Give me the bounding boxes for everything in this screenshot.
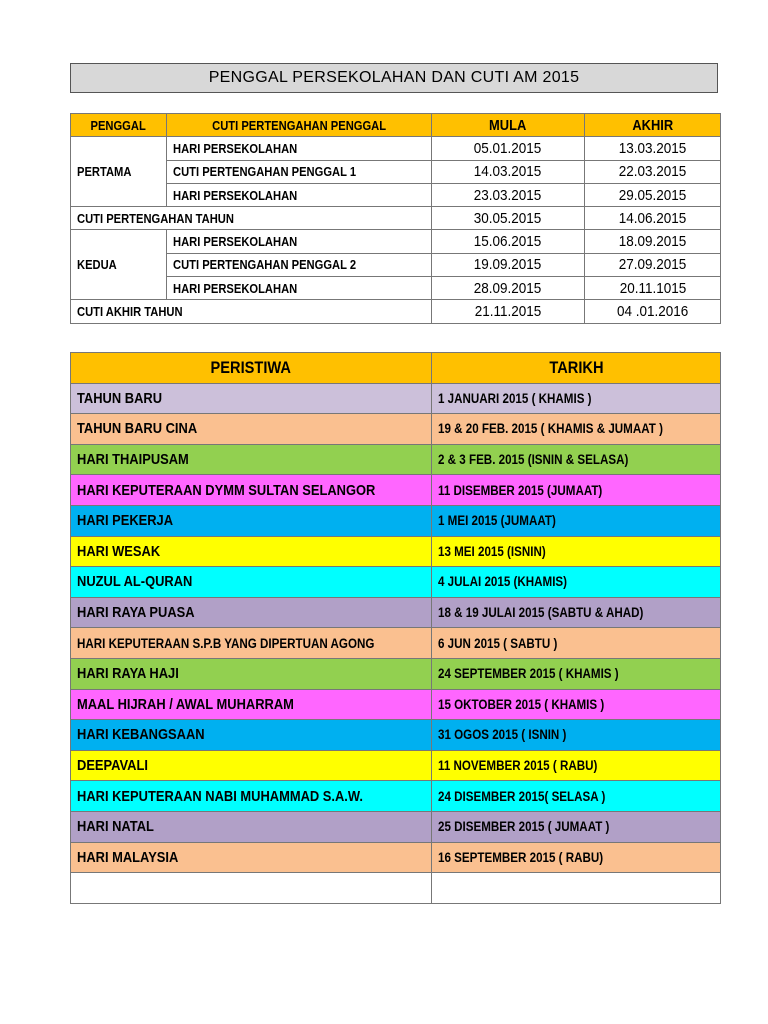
holiday-name-text: HARI RAYA PUASA (77, 604, 195, 622)
term-start-date-text: 30.05.2015 (474, 209, 542, 227)
holiday-row (71, 414, 721, 445)
term-row (71, 300, 721, 323)
holiday-name (71, 475, 432, 506)
holiday-date (432, 720, 721, 751)
holiday-name-text: HARI KEBANGSAAN (77, 726, 205, 744)
term-row (71, 230, 721, 253)
holiday-name (71, 658, 432, 689)
term-item-label-text: HARI PERSEKOLAHAN (173, 280, 298, 296)
holiday-row (71, 750, 721, 781)
term-start-date (432, 230, 585, 253)
holiday-date (432, 505, 721, 536)
holiday-date (432, 414, 721, 445)
holiday-date-text: 25 DISEMBER 2015 ( JUMAAT ) (438, 819, 610, 835)
term-end-date (585, 160, 721, 183)
holiday-date-text: 2 & 3 FEB. 2015 (ISNIN & SELASA) (438, 452, 629, 468)
term-row (71, 137, 721, 160)
holiday-date (432, 873, 721, 904)
holiday-name-text: HARI KEPUTERAAN DYMM SULTAN SELANGOR (77, 481, 376, 499)
holiday-table (70, 352, 721, 904)
term-header-cell-text: CUTI PERTENGAHAN PENGGAL (212, 117, 386, 133)
holiday-name (71, 383, 432, 414)
term-end-date-text: 20.11.1015 (619, 279, 686, 297)
term-end-date (585, 253, 721, 276)
holiday-date-text: 18 & 19 JULAI 2015 (SABTU & AHAD) (438, 605, 644, 621)
term-start-date (432, 253, 585, 276)
holiday-date (432, 658, 721, 689)
holiday-name-text: HARI RAYA HAJI (77, 665, 179, 683)
page-title-text: PENGGAL PERSEKOLAHAN DAN CUTI AM 2015 (208, 69, 580, 86)
term-end-date (585, 230, 721, 253)
holiday-date (432, 750, 721, 781)
holiday-date-text: 24 SEPTEMBER 2015 ( KHAMIS ) (438, 666, 619, 682)
holiday-name (71, 567, 432, 598)
holiday-header-row (71, 353, 721, 384)
term-header-cell (71, 114, 167, 137)
holiday-name-text: DEEPAVALI (77, 757, 148, 775)
holiday-header-cell-text: TARIKH (548, 357, 604, 377)
holiday-name (71, 842, 432, 873)
holiday-row (71, 567, 721, 598)
holiday-date (432, 536, 721, 567)
term-item-label (167, 253, 432, 276)
holiday-row (71, 658, 721, 689)
term-end-date (585, 207, 721, 230)
holiday-name (71, 873, 432, 904)
term-group-label-text: KEDUA (77, 257, 117, 273)
holiday-row (71, 781, 721, 812)
holiday-date-text: 16 SEPTEMBER 2015 ( RABU) (438, 849, 604, 865)
holiday-name-text: HARI WESAK (77, 542, 161, 560)
holiday-name-text: NUZUL AL-QURAN (77, 573, 193, 591)
term-start-date-text: 15.06.2015 (474, 233, 542, 251)
holiday-date-text: 13 MEI 2015 (ISNIN) (438, 543, 546, 559)
holiday-row (71, 444, 721, 475)
term-end-date-text: 18.09.2015 (618, 233, 687, 251)
term-item-label-text: HARI PERSEKOLAHAN (173, 140, 298, 156)
term-end-date-text: 14.06.2015 (618, 209, 687, 227)
term-end-date (585, 183, 721, 206)
holiday-date (432, 383, 721, 414)
holiday-date-text: 24 DISEMBER 2015( SELASA ) (438, 788, 606, 804)
holiday-name (71, 414, 432, 445)
holiday-row (71, 475, 721, 506)
term-group-label-text: PERTAMA (77, 164, 132, 180)
term-start-date-text: 28.09.2015 (474, 279, 542, 297)
term-end-date-text: 22.03.2015 (618, 163, 687, 181)
term-item-label (167, 160, 432, 183)
term-start-date-text: 14.03.2015 (474, 163, 542, 181)
holiday-name-text: HARI PEKERJA (77, 512, 174, 530)
holiday-date-text: 19 & 20 FEB. 2015 ( KHAMIS & JUMAAT ) (438, 421, 663, 437)
holiday-name (71, 444, 432, 475)
term-start-date-text: 21.11.2015 (474, 303, 542, 321)
term-item-label-text: CUTI PERTENGAHAN PENGGAL 1 (173, 164, 357, 180)
holiday-date (432, 689, 721, 720)
term-start-date-text: 19.09.2015 (474, 256, 542, 274)
holiday-name (71, 597, 432, 628)
term-end-date-text: 29.05.2015 (618, 186, 687, 204)
holiday-row (71, 720, 721, 751)
page-title (70, 63, 718, 93)
term-item-label-text: HARI PERSEKOLAHAN (173, 234, 298, 250)
term-start-date (432, 183, 585, 206)
term-end-date (585, 277, 721, 300)
term-end-date-text: 13.03.2015 (618, 139, 687, 157)
holiday-date-text: 6 JUN 2015 ( SABTU ) (438, 635, 558, 651)
holiday-date (432, 597, 721, 628)
term-start-date (432, 300, 585, 323)
term-table (70, 113, 721, 324)
holiday-row (71, 536, 721, 567)
term-header-cell (167, 114, 432, 137)
holiday-date (432, 781, 721, 812)
holiday-name-text: MAAL HIJRAH / AWAL MUHARRAM (77, 695, 294, 713)
holiday-name (71, 781, 432, 812)
term-header-cell-text: PENGGAL (90, 117, 147, 133)
holiday-name-text: HARI THAIPUSAM (77, 451, 189, 469)
holiday-name-text: HARI NATAL (77, 818, 154, 836)
holiday-date (432, 628, 721, 659)
term-start-date-text: 23.03.2015 (474, 186, 542, 204)
holiday-row (71, 505, 721, 536)
term-row (71, 207, 721, 230)
term-header-row (71, 114, 721, 137)
term-row (71, 277, 721, 300)
holiday-row (71, 689, 721, 720)
holiday-row (71, 383, 721, 414)
holiday-name-text: HARI MALAYSIA (77, 848, 179, 866)
term-end-date-text: 27.09.2015 (618, 256, 687, 274)
term-item-label (167, 277, 432, 300)
term-period-label-text: CUTI PERTENGAHAN TAHUN (77, 210, 234, 226)
term-start-date (432, 137, 585, 160)
term-row (71, 253, 721, 276)
holiday-name (71, 750, 432, 781)
term-item-label (167, 230, 432, 253)
term-end-date (585, 137, 721, 160)
term-end-date (585, 300, 721, 323)
holiday-name-text: HARI KEPUTERAAN S.P.B YANG DIPERTUAN AGONG (77, 635, 375, 651)
term-period-label (71, 207, 432, 230)
holiday-name (71, 628, 432, 659)
holiday-date-text: 1 MEI 2015 (JUMAAT) (438, 513, 556, 529)
term-row (71, 183, 721, 206)
term-start-date (432, 160, 585, 183)
holiday-name (71, 720, 432, 751)
holiday-date (432, 567, 721, 598)
holiday-row (71, 597, 721, 628)
term-start-date (432, 277, 585, 300)
holiday-row (71, 811, 721, 842)
term-header-cell (432, 114, 585, 137)
holiday-date (432, 811, 721, 842)
term-start-date (432, 207, 585, 230)
holiday-name (71, 811, 432, 842)
holiday-name-text: TAHUN BARU CINA (77, 420, 198, 438)
term-row (71, 160, 721, 183)
holiday-name-text: TAHUN BARU (77, 389, 163, 407)
holiday-name-text: HARI KEPUTERAAN NABI MUHAMMAD S.A.W. (77, 787, 363, 805)
holiday-row (71, 628, 721, 659)
holiday-name (71, 689, 432, 720)
term-group-label (71, 230, 167, 300)
holiday-date (432, 475, 721, 506)
holiday-row (71, 842, 721, 873)
term-header-cell-text: MULA (489, 116, 527, 134)
holiday-row (71, 873, 721, 904)
term-start-date-text: 05.01.2015 (474, 139, 542, 157)
holiday-date-text: 4 JULAI 2015 (KHAMIS) (438, 574, 568, 590)
holiday-header-cell (432, 353, 721, 384)
term-end-date-text: 04 .01.2016 (616, 303, 689, 321)
term-header-cell (585, 114, 721, 137)
term-item-label-text: CUTI PERTENGAHAN PENGGAL 2 (173, 257, 357, 273)
holiday-date-text: 11 DISEMBER 2015 (JUMAAT) (438, 482, 603, 498)
holiday-name (71, 536, 432, 567)
term-group-label (71, 137, 167, 207)
holiday-name (71, 505, 432, 536)
term-item-label (167, 183, 432, 206)
holiday-date (432, 842, 721, 873)
holiday-date-text: 1 JANUARI 2015 ( KHAMIS ) (438, 390, 592, 406)
term-period-label-text: CUTI AKHIR TAHUN (77, 304, 183, 320)
holiday-header-cell (71, 353, 432, 384)
holiday-date-text: 15 OKTOBER 2015 ( KHAMIS ) (438, 696, 605, 712)
holiday-header-cell-text: PERISTIWA (210, 357, 292, 377)
term-header-cell-text: AKHIR (632, 116, 673, 134)
term-item-label-text: HARI PERSEKOLAHAN (173, 187, 298, 203)
term-item-label (167, 137, 432, 160)
holiday-date (432, 444, 721, 475)
holiday-date-text: 11 NOVEMBER 2015 ( RABU) (438, 758, 598, 774)
term-period-label (71, 300, 432, 323)
holiday-date-text: 31 OGOS 2015 ( ISNIN ) (438, 727, 567, 743)
